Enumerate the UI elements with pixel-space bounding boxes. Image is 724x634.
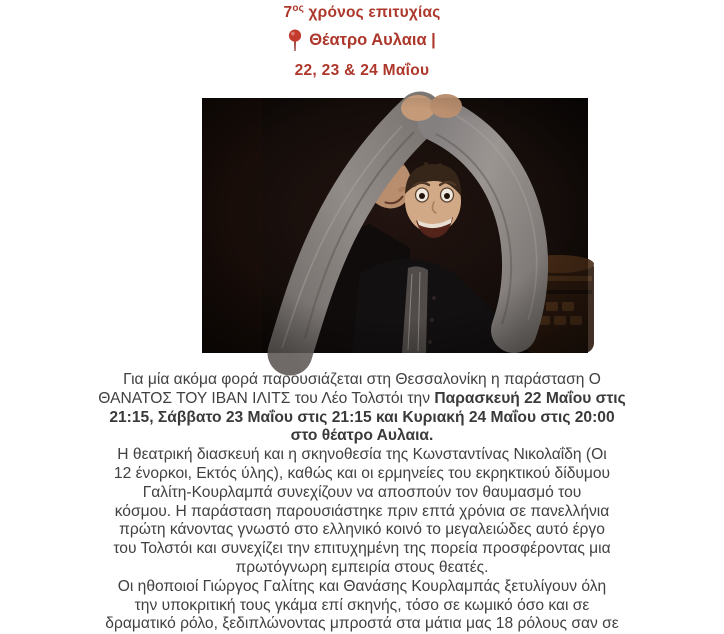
body-line-7	[92, 484, 632, 503]
performance-photo-illustration	[202, 98, 588, 353]
body-segment-bold: στο θέατρο Αυλαια.	[290, 427, 434, 445]
body-line-11	[92, 559, 632, 578]
body-segment-bold: Παρασκευή 22 Μαΐου στις	[434, 389, 626, 407]
body-line-14	[92, 615, 632, 634]
location-pin-icon	[288, 29, 302, 52]
body-segment: Γαλίτη-Κουρλαμπά συνεχίζουν να αποσπούν τον θαυμασμό του	[142, 483, 582, 501]
body-segment: Η θεατρική διασκευή και η σκηνοθεσία της Κωνσταντίνας Νικολαΐδη (Οι	[117, 446, 607, 464]
body-segment: πρώτη κάνοντας γνωστό στο ελληνικό κοινό το μεγαλειώδες αυτό έργο	[119, 521, 605, 539]
body-segment: Οι ηθοποιοί Γιώργος Γαλίτης και Θανάσης Κουρλαμπάς ξετυλίγουν όλη	[117, 577, 607, 595]
body-text	[92, 371, 632, 634]
body-segment: κόσμου. Η παράσταση παρουσιάστηκε πριν επτά χρόνια σε πανελλήνια	[114, 502, 610, 520]
body-line-2	[92, 390, 632, 409]
body-line-4	[92, 427, 632, 446]
performance-photo	[202, 98, 588, 353]
body-segment: Για μία ακόμα φορά παρουσιάζεται στη Θεσσαλονίκη η παράσταση Ο	[123, 371, 601, 388]
year-text: χρόνος επιτυχίας	[304, 4, 441, 21]
body-line-9	[92, 521, 632, 540]
body-segment: ΘΑΝΑΤΟΣ ΤΟΥ ΙΒΑΝ ΙΛΙΤΣ του Λέο Τολστόι την	[98, 389, 435, 407]
body-segment: 12 ένορκοι, Εκτός ύλης), καθώς και οι ερμηνείες του εκρηκτικού δίδυμου	[113, 464, 611, 482]
body-line-5	[92, 446, 632, 465]
body-line-12	[92, 578, 632, 597]
body-line-10	[92, 540, 632, 559]
body-line-13	[92, 597, 632, 616]
body-line-1	[92, 371, 632, 390]
body-line-6	[92, 465, 632, 484]
year-number: 7	[283, 4, 293, 21]
body-line-3	[92, 409, 632, 428]
header-venue-line	[0, 29, 724, 52]
body-segment: πρωτόγνωρη εμπειρία στους θεατές.	[235, 558, 489, 576]
body-segment: του Τολστόι και συνεχίζει την επιτυχημένη της πορεία προσφέροντας μια	[113, 540, 611, 558]
body-segment: την υποκριτική τους γκάμα επί σκηνής, τόσο σε κωμικό όσο και σε	[134, 596, 590, 614]
body-segment: δραματικό ρόλο, ξεδιπλώνοντας μπροστά στα μάτια μας 18 ρόλους σαν σε	[105, 615, 619, 633]
year-ordinal-suffix: ος	[292, 2, 305, 14]
body-segment-bold: 21:15, Σάββατο 23 Μαΐου στις 21:15 και Κυριακή 24 Μαΐου στις 20:00	[109, 408, 615, 426]
body-line-8	[92, 503, 632, 522]
header-dates-line: 22, 23 & 24 Μαΐου	[294, 62, 430, 79]
header-year-line	[0, 4, 724, 22]
venue-name: Θέατρο Αυλαια |	[309, 31, 436, 49]
header	[0, 0, 724, 80]
